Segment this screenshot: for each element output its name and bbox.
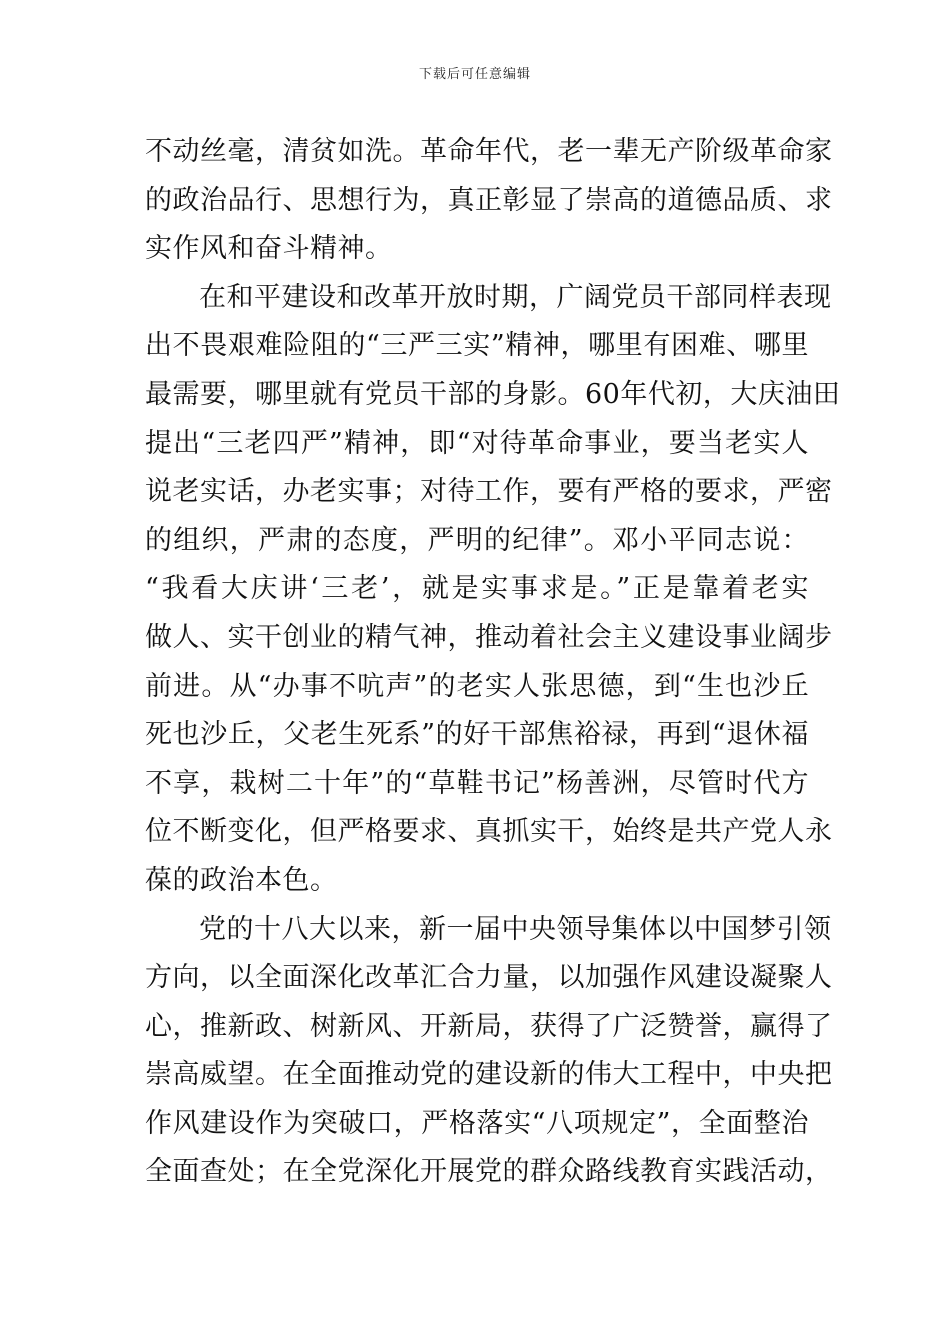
text-line: 崇高威望。在全面推动党的建设新的伟大工程中，中央把 xyxy=(145,1059,833,1091)
body-text xyxy=(145,128,841,1197)
text-line: 说老实话，办老实事；对待工作，要有严格的要求，严密 xyxy=(145,476,833,508)
header-note: 下载后可任意编辑 xyxy=(418,67,531,82)
text-line: 方向，以全面深化改革汇合力量，以加强作风建设凝聚人 xyxy=(145,962,833,994)
text-line: 位不断变化，但严格要求、真抓实干，始终是共产党人永 xyxy=(145,816,833,848)
text-line: “我看大庆讲‘三老’，就是实事求是。”正是靠着老实 xyxy=(145,573,809,605)
text-line: 死也沙丘，父老生死系”的好干部焦裕禄，再到“退休福 xyxy=(145,719,809,751)
text-line: 心，推新政、树新风、开新局，获得了广泛赞誉，赢得了 xyxy=(145,1010,833,1042)
text-line: 不享，栽树二十年”的“草鞋书记”杨善洲，尽管时代方 xyxy=(145,767,809,799)
text-line: 最需要，哪里就有党员干部的身影。60年代初，大庆油田 xyxy=(145,378,841,410)
paragraph-1 xyxy=(145,128,833,274)
text-line: 实作风和奋斗精神。 xyxy=(145,233,393,265)
text-line: 的组织，严肃的态度，严明的纪律”。邓小平同志说： xyxy=(145,524,809,556)
text-line: 党的十八大以来，新一届中央领导集体以中国梦引领 xyxy=(199,913,832,945)
paragraph-3 xyxy=(145,906,833,1198)
text-line: 不动丝毫，清贫如洗。革命年代，老一辈无产阶级革命家 xyxy=(145,136,833,167)
text-line: 的政治品行、思想行为，真正彰显了崇高的道德品质、求 xyxy=(145,184,833,216)
paragraph-2 xyxy=(145,274,841,906)
text-line: 在和平建设和改革开放时期，广阔党员干部同样表现 xyxy=(199,281,832,313)
text-line: 葆的政治本色。 xyxy=(145,864,338,896)
text-line: 提出“三老四严”精神，即“对待革命事业，要当老实人 xyxy=(145,427,809,459)
text-line: 前进。从“办事不吭声”的老实人张思德，到“生也沙丘 xyxy=(145,670,809,702)
text-line: 全面查处；在全党深化开展党的群众路线教育实践活动， xyxy=(145,1156,833,1188)
text-line: 出不畏艰难险阻的“三严三实”精神，哪里有困难、哪里 xyxy=(145,330,809,362)
text-line: 做人、实干创业的精气神，推动着社会主义建设事业阔步 xyxy=(145,621,833,653)
text-line: 作风建设作为突破口，严格落实“八项规定”，全面整治 xyxy=(145,1107,809,1139)
